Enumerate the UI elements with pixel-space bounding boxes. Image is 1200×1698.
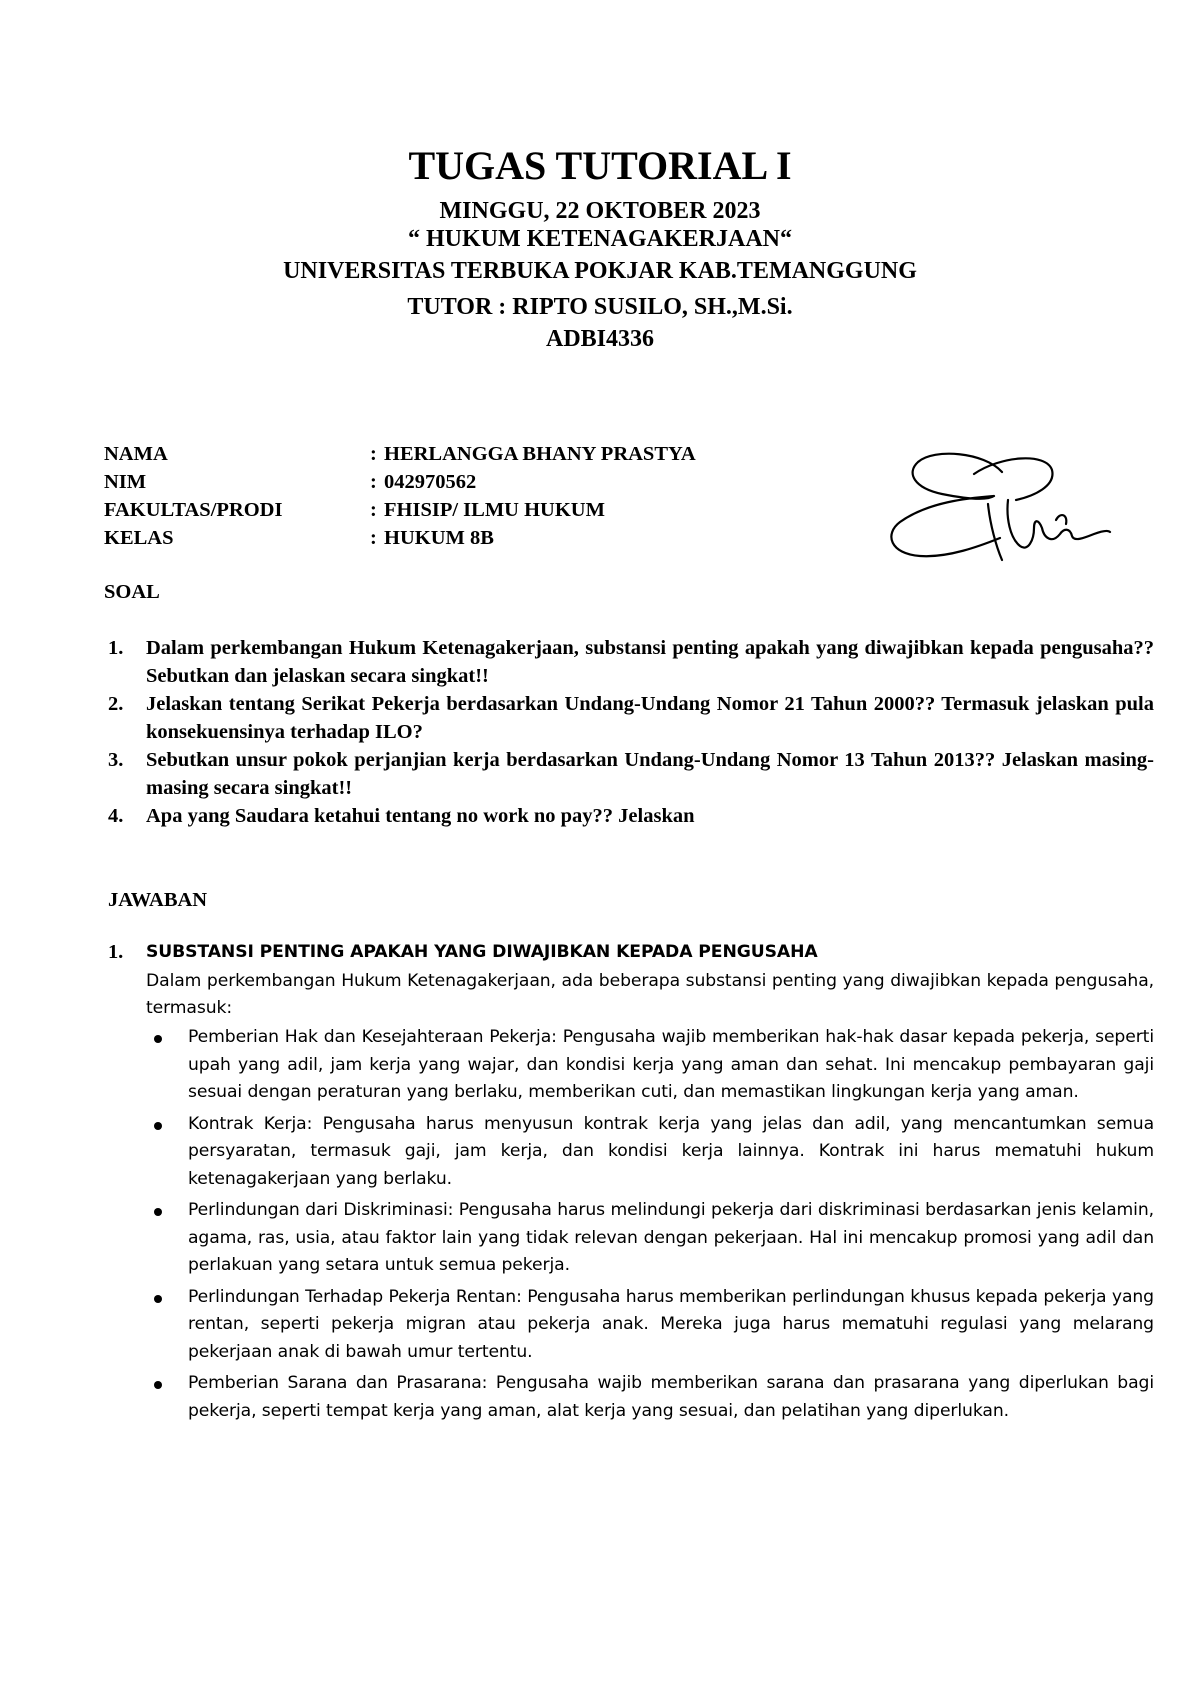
course-line: “ HUKUM KETENAGAKERJAAN“ <box>407 226 792 252</box>
class-separator: : <box>370 527 377 549</box>
university-line: UNIVERSITAS TERBUKA POKJAR KAB.TEMANGGUNG <box>283 258 917 284</box>
bullet-text: Perlindungan dari Diskriminasi: Pengusaha harus melindungi pekerja dari diskriminasi berdasarkan jenis kelamin, agama, ras, usia, atau faktor lain yang tidak relevan dengan pekerjaan. Hal ini mencakup promosi yang adil dan perlakuan yang setara untuk semua pekerja. <box>188 1200 1154 1275</box>
student-nim-row <box>104 468 864 496</box>
name-label: NAMA <box>104 443 168 465</box>
question-item <box>104 746 1154 802</box>
question-text: Apa yang Saudara ketahui tentang no work no pay?? Jelaskan <box>146 805 695 827</box>
name-separator: : <box>370 443 377 465</box>
student-faculty-row <box>104 496 864 524</box>
signature <box>884 442 1114 566</box>
answer-section <box>104 938 1154 1429</box>
bullet-dot-icon <box>154 1122 162 1130</box>
bullet-dot-icon <box>154 1208 162 1216</box>
faculty-separator: : <box>370 499 377 521</box>
bullet-dot-icon <box>154 1381 162 1389</box>
name-value: HERLANGGA BHANY PRASTYA <box>384 443 696 465</box>
question-number: 1. <box>108 637 124 659</box>
question-number: 2. <box>108 693 124 715</box>
faculty-label: FAKULTAS/PRODI <box>104 499 283 521</box>
answer-bullet <box>146 1197 1154 1280</box>
answer-intro: Dalam perkembangan Hukum Ketenagakerjaan, ada beberapa substansi penting yang diwajibkan kepada pengusaha, termasuk: <box>146 971 1154 1018</box>
question-number: 3. <box>108 749 124 771</box>
question-text: Dalam perkembangan Hukum Ketenagakerjaan, substansi penting apakah yang diwajibkan kepada pengusaha?? Sebutkan dan jelaskan secara singkat!! <box>146 637 1154 687</box>
bullet-text: Perlindungan Terhadap Pekerja Rentan: Pengusaha harus memberikan perlindungan khusus kepada pekerja yang rentan, seperti pekerja migran atau pekerja anak. Mereka juga harus mematuhi regulasi yang melarang pekerjaan anak di bawah umur tertentu. <box>188 1286 1154 1362</box>
student-class-row <box>104 524 864 552</box>
nim-value: 042970562 <box>384 471 477 493</box>
bullet-text: Kontrak Kerja: Pengusaha harus menyusun kontrak kerja yang jelas dan adil, yang mencantumkan semua persyaratan, termasuk gaji, jam kerja, dan kondisi kerja lainnya. Kontrak ini harus mematuhi hukum ketenagakerjaan yang berlaku. <box>188 1113 1154 1189</box>
question-list <box>104 634 1154 830</box>
tutor-line: TUTOR : RIPTO SUSILO, SH.,M.Si. <box>407 294 793 320</box>
bullet-text: Pemberian Sarana dan Prasarana: Pengusaha wajib memberikan sarana dan prasarana yang diperlukan bagi pekerja, seperti tempat kerja yang aman, alat kerja yang sesuai, dan pelatihan yang diperlukan. <box>188 1373 1154 1421</box>
answer-title <box>104 938 1154 966</box>
student-name-row <box>104 440 864 468</box>
bullet-dot-icon <box>154 1295 162 1303</box>
course-code: ADBI4336 <box>545 326 654 352</box>
answers-heading: JAWABAN <box>108 889 208 911</box>
answer-bullet <box>146 1024 1154 1107</box>
question-item <box>104 802 1154 830</box>
question-text: Sebutkan unsur pokok perjanjian kerja berdasarkan Undang-Undang Nomor 13 Tahun 2013?? Jelaskan masing-masing secara singkat!! <box>146 749 1154 799</box>
faculty-value: FHISIP/ ILMU HUKUM <box>384 499 605 521</box>
answer-bullet-list <box>146 1024 1154 1425</box>
class-label: KELAS <box>104 527 174 549</box>
nim-separator: : <box>370 471 377 493</box>
answer-bullet <box>146 1111 1154 1194</box>
bullet-text: Pemberian Hak dan Kesejahteraan Pekerja: Pengusaha wajib memberikan hak-hak dasar kepada pekerja, seperti upah yang adil, jam kerja yang wajar, dan kondisi kerja yang aman dan sehat. Ini mencakup pembayaran gaji sesuai dengan peraturan yang berlaku, memberikan cuti, dan memastikan lingkungan kerja yang aman. <box>188 1027 1154 1102</box>
answer-bullet <box>146 1284 1154 1367</box>
bullet-dot-icon <box>154 1035 162 1043</box>
class-value: HUKUM 8B <box>384 527 494 549</box>
date-line: MINGGU, 22 OKTOBER 2023 <box>439 198 761 224</box>
question-number: 4. <box>108 805 124 827</box>
answer-number: 1. <box>108 941 124 963</box>
questions-heading: SOAL <box>104 581 160 603</box>
question-item <box>104 634 1154 690</box>
question-text: Jelaskan tentang Serikat Pekerja berdasarkan Undang-Undang Nomor 21 Tahun 2000?? Termasuk jelaskan pula konsekuensinya terhadap ILO? <box>146 693 1154 743</box>
answer-title-text: SUBSTANSI PENTING APAKAH YANG DIWAJIBKAN KEPADA PENGUSAHA <box>146 942 818 962</box>
document-title: TUGAS TUTORIAL I <box>408 143 792 188</box>
answer-bullet <box>146 1370 1154 1425</box>
question-item <box>104 690 1154 746</box>
nim-label: NIM <box>104 471 147 493</box>
